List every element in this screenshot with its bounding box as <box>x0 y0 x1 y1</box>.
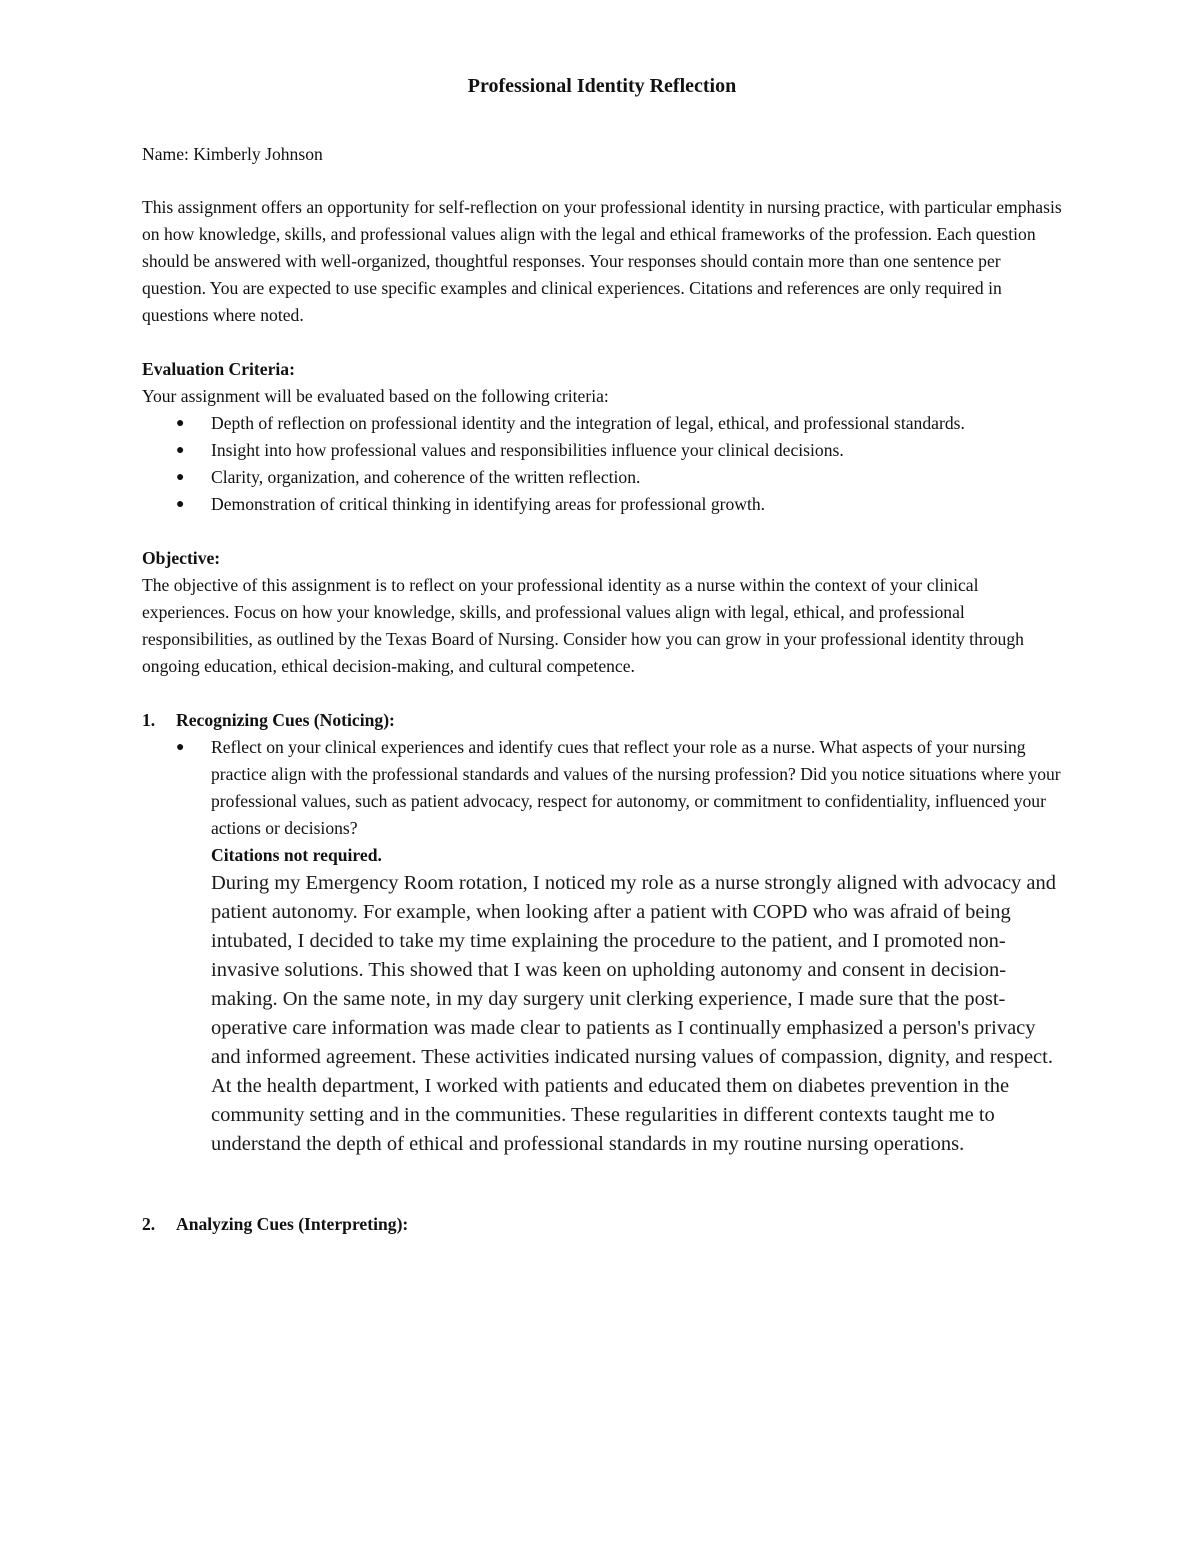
evaluation-heading: Evaluation Criteria: <box>142 359 295 379</box>
objective-heading: Objective: <box>142 548 221 568</box>
question-title: Recognizing Cues (Noticing): <box>176 710 395 730</box>
question-title: Analyzing Cues (Interpreting): <box>176 1214 409 1234</box>
list-item <box>142 410 1062 437</box>
bullet-icon: ● <box>176 416 185 431</box>
list-item <box>142 464 1062 491</box>
question-1-heading <box>142 707 1062 734</box>
list-item <box>142 437 1062 464</box>
objective-text: The objective of this assignment is to reflect on your professional identity as a nurse within the context of your clinical experiences. Focus on how your knowledge, skills, and professional values align with legal, ethical, and professional responsibilities, as outlined by the Texas Board of Nursing. Consider how you can grow in your professional identity through ongoing education, ethical decision-making, and cultural competence. <box>142 575 1024 676</box>
list-item <box>142 491 1062 518</box>
student-name: Name: Kimberly Johnson <box>142 144 323 164</box>
bullet-icon: ● <box>176 470 185 485</box>
question-prompt: Reflect on your clinical experiences and identify cues that reflect your role as a nurse. What aspects of your nursing practice align with the professional standards and values of the nursing profession? Did you notice situations where your professional values, such as patient advocacy, respect for autonomy, or commitment to confidentiality, influenced your actions or decisions? <box>211 737 1061 838</box>
bullet-icon: ● <box>176 443 185 458</box>
question-1-section <box>142 707 1062 1159</box>
citation-note: Citations not required. <box>211 845 382 865</box>
document-page <box>142 72 1062 1238</box>
criterion-text: Insight into how professional values and responsibilities influence your clinical decisions. <box>211 440 844 460</box>
bullet-icon: ● <box>176 740 185 755</box>
evaluation-section <box>142 356 1062 518</box>
question-1-answer: During my Emergency Room rotation, I noticed my role as a nurse strongly aligned with advocacy and patient autonomy. For example, when looking after a patient with COPD who was afraid of being intubated, I decided to take my time explaining the procedure to the patient, and I promoted non-invasive solutions. This showed that I was keen on upholding autonomy and consent in decision-making. On the same note, in my day surgery unit clerking experience, I made sure that the post-operative care information was made clear to patients as I continually emphasized a person's privacy and informed agreement. These activities indicated nursing values of compassion, dignity, and respect. At the health department, I worked with patients and educated them on diabetes prevention in the community setting and in the communities. These regularities in different contexts taught me to understand the depth of ethical and professional standards in my routine nursing operations. <box>211 872 1057 1155</box>
evaluation-lead: Your assignment will be evaluated based on the following criteria: <box>142 386 609 406</box>
document-title: Professional Identity Reflection <box>467 75 737 97</box>
question-number: 2. <box>142 1214 156 1234</box>
criterion-text: Demonstration of critical thinking in identifying areas for professional growth. <box>211 494 766 514</box>
evaluation-criteria-list <box>142 410 1062 518</box>
question-number: 1. <box>142 710 156 730</box>
criterion-text: Clarity, organization, and coherence of the written reflection. <box>211 467 641 487</box>
bullet-icon: ● <box>176 497 185 512</box>
list-item <box>142 734 1062 869</box>
question-2-section <box>142 1211 1062 1238</box>
objective-section <box>142 545 1062 680</box>
question-2-heading <box>142 1211 1062 1238</box>
criterion-text: Depth of reflection on professional identity and the integration of legal, ethical, and professional standards. <box>211 413 965 433</box>
question-1-prompt-list <box>142 734 1062 869</box>
intro-paragraph: This assignment offers an opportunity for self-reflection on your professional identity in nursing practice, with particular emphasis on how knowledge, skills, and professional values align with the legal and ethical frameworks of the profession. Each question should be answered with well-organized, thoughtful responses. Your responses should contain more than one sentence per question. You are expected to use specific examples and clinical experiences. Citations and references are only required in questions where noted. <box>142 197 1062 325</box>
